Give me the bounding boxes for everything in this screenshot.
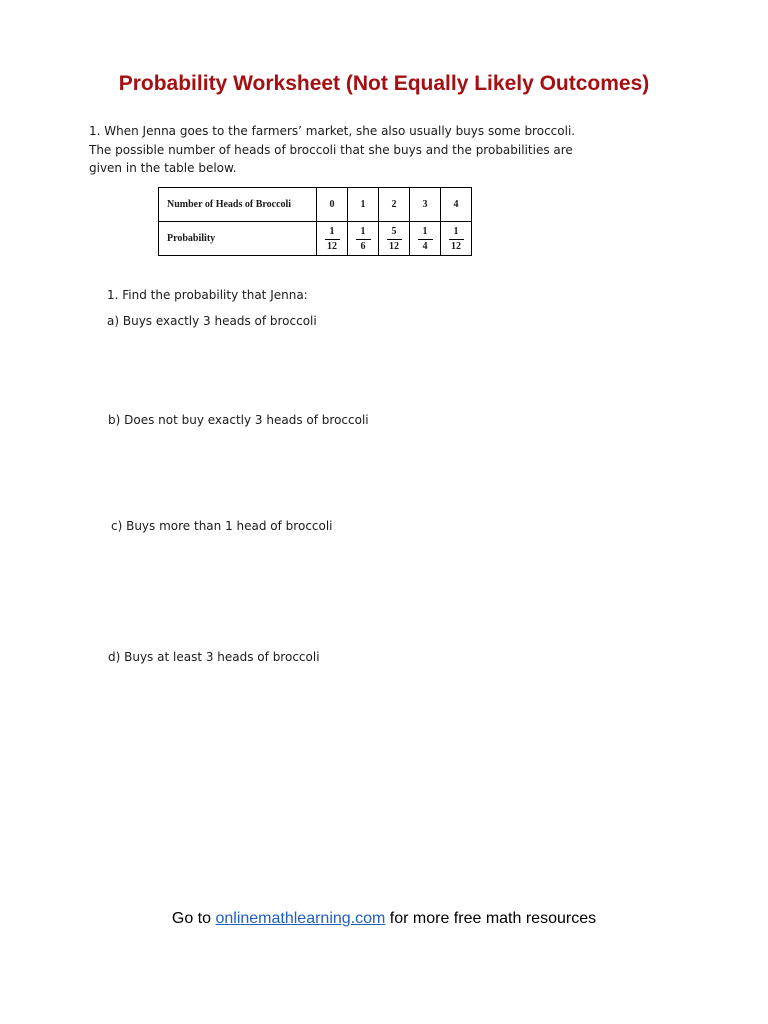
table-cell-value: 4 bbox=[441, 188, 472, 222]
fraction-bar bbox=[356, 239, 371, 240]
fraction-bar bbox=[449, 239, 464, 240]
table-cell-probability bbox=[379, 222, 410, 256]
table-cell-probability bbox=[348, 222, 379, 256]
table-cell-value: 0 bbox=[317, 188, 348, 222]
fraction bbox=[418, 226, 433, 252]
fraction-denominator: 12 bbox=[451, 240, 461, 252]
table-cell-probability bbox=[317, 222, 348, 256]
fraction bbox=[449, 226, 464, 252]
fraction-bar bbox=[325, 239, 340, 240]
intro-line-3: given in the table below. bbox=[89, 161, 237, 175]
fraction-bar bbox=[387, 239, 402, 240]
table-cell-probability bbox=[441, 222, 472, 256]
footer-suffix: for more free math resources bbox=[385, 910, 597, 927]
page-title: Probability Worksheet (Not Equally Likely Outcomes) bbox=[118, 72, 650, 95]
fraction-numerator: 1 bbox=[422, 225, 428, 237]
footer-prefix: Go to bbox=[171, 910, 216, 927]
fraction-numerator: 1 bbox=[453, 225, 459, 237]
fraction bbox=[325, 226, 340, 252]
table-cell-probability bbox=[410, 222, 441, 256]
fraction bbox=[356, 226, 371, 252]
website-link[interactable]: onlinemathlearning.com bbox=[215, 910, 386, 927]
table-cell-value: 1 bbox=[348, 188, 379, 222]
question-b: b) Does not buy exactly 3 heads of broccoli bbox=[108, 413, 369, 427]
table-row-probabilities bbox=[159, 222, 472, 256]
question-d: d) Buys at least 3 heads of broccoli bbox=[108, 650, 320, 664]
intro-line-1: 1. When Jenna goes to the farmers’ market, she also usually buys some broccoli. bbox=[89, 124, 576, 138]
fraction-numerator: 5 bbox=[391, 225, 397, 237]
fraction-denominator: 12 bbox=[389, 240, 399, 252]
probability-table bbox=[158, 187, 472, 256]
fraction-numerator: 1 bbox=[360, 225, 366, 237]
footer bbox=[0, 910, 768, 928]
fraction-denominator: 6 bbox=[360, 240, 366, 252]
fraction-numerator: 1 bbox=[329, 225, 335, 237]
table-header-heads: Number of Heads of Broccoli bbox=[159, 188, 317, 222]
fraction-denominator: 12 bbox=[327, 240, 337, 252]
fraction-bar bbox=[418, 239, 433, 240]
fraction-denominator: 4 bbox=[422, 240, 428, 252]
intro-line-2: The possible number of heads of broccoli that she buys and the probabilities are bbox=[89, 142, 573, 157]
question-prompt: 1. Find the probability that Jenna: bbox=[107, 288, 308, 302]
table-header-probability: Probability bbox=[159, 222, 317, 256]
table-row-values bbox=[159, 188, 472, 222]
table-cell-value: 2 bbox=[379, 188, 410, 222]
question-c: c) Buys more than 1 head of broccoli bbox=[111, 519, 333, 533]
question-a: a) Buys exactly 3 heads of broccoli bbox=[107, 314, 317, 328]
problem-intro bbox=[89, 122, 649, 178]
table-cell-value: 3 bbox=[410, 188, 441, 222]
fraction bbox=[387, 226, 402, 252]
